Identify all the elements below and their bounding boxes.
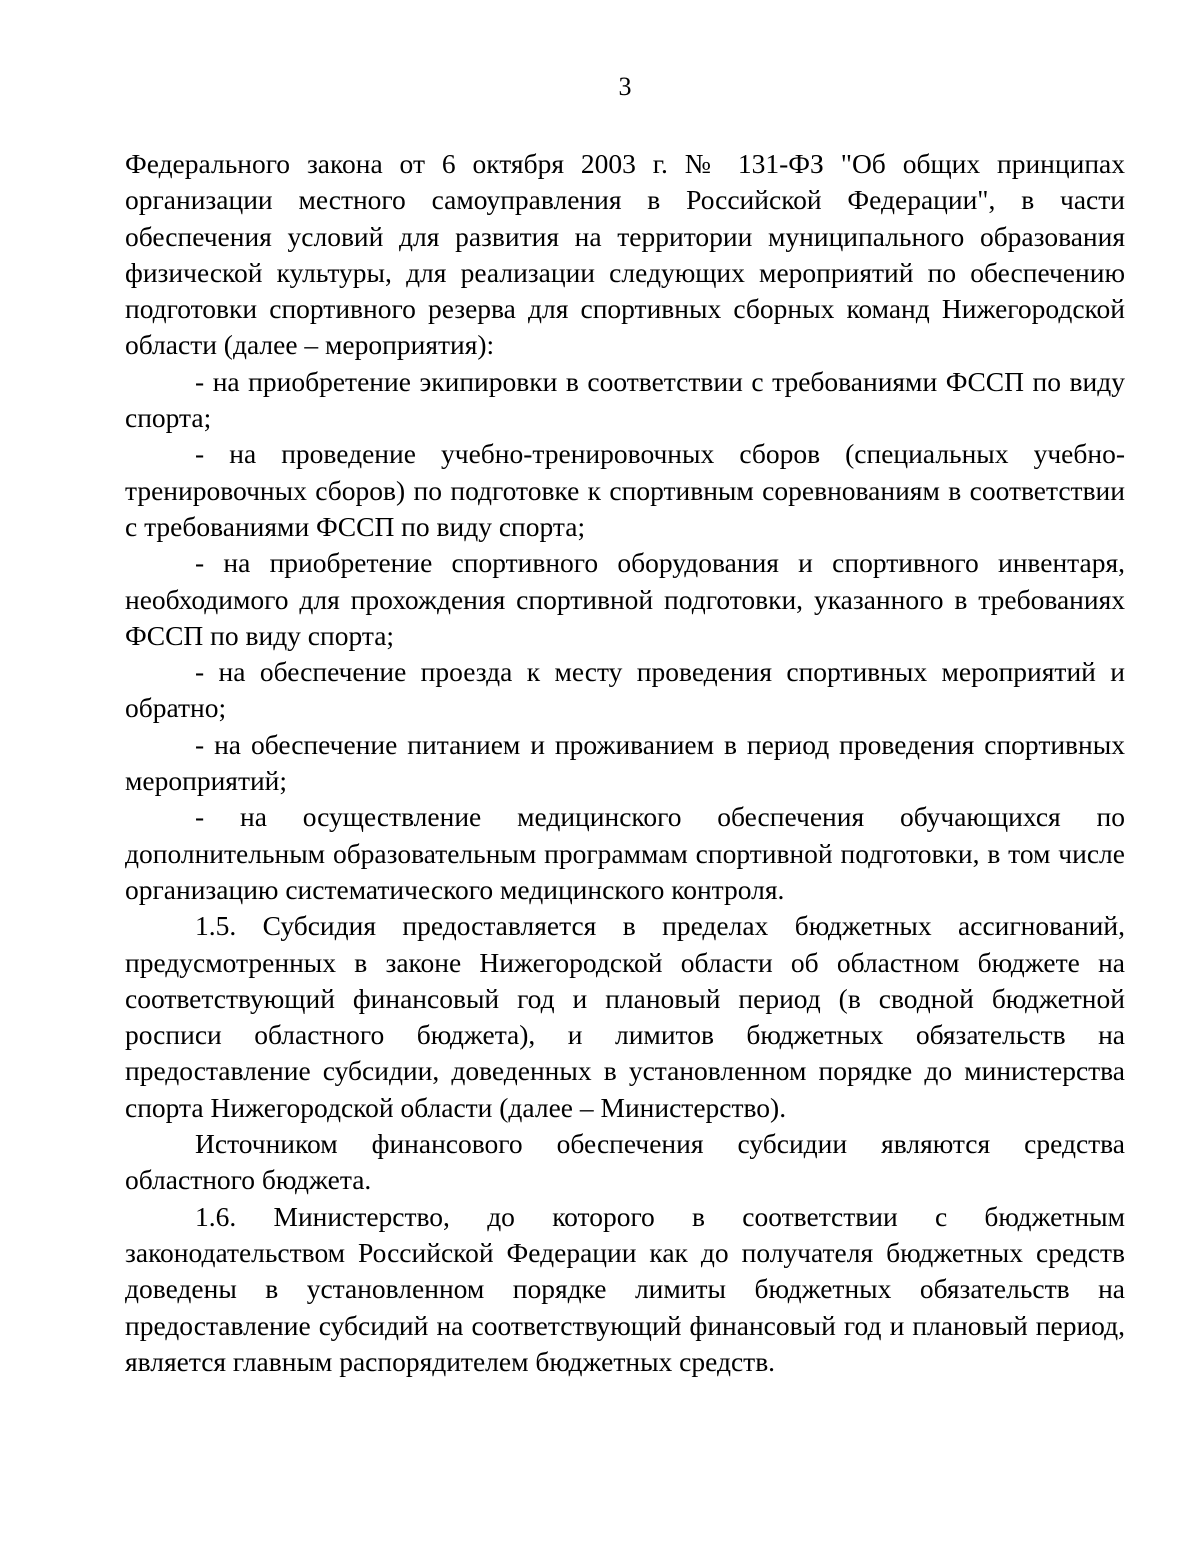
paragraph-intro-continuation: Федерального закона от 6 октября 2003 г. № 131-ФЗ "Об общих принципах организации местного самоуправления в Российской Федерации", в части обеспечения условий для развития на территории муниципального образования физической культуры, для реализации следующих мероприятий по обеспечению подготовки спортивного резерва для спортивных сборных команд Нижегородской области (далее – мероприятия): (125, 148, 1125, 361)
document-body (125, 146, 1125, 1380)
list-item-sports-equipment: - на приобретение спортивного оборудования и спортивного инвентаря, необходимого для прохождения спортивной подготовки, указанного в требованиях ФССП по виду спорта; (125, 547, 1125, 651)
list-item-equipment: - на приобретение экипировки в соответствии с требованиями ФССП по виду спорта; (125, 365, 1125, 434)
page-number: 3 (618, 72, 632, 101)
list-item-training-camps: - на проведение учебно-тренировочных сборов (специальных учебно-тренировочных сборов) по подготовке к спортивным соревнованиям в соответствии с требованиями ФССП по виду спорта; (125, 438, 1125, 542)
list-item-medical: - на осуществление медицинского обеспечения обучающихся по дополнительным образовательным программам спортивной подготовки, в том числе организацию систематического медицинского контроля. (125, 801, 1125, 905)
list-item-meals-accommodation: - на обеспечение питанием и проживанием в период проведения спортивных мероприятий; (125, 728, 1125, 797)
list-item-travel: - на обеспечение проезда к месту проведения спортивных мероприятий и обратно; (125, 656, 1125, 724)
paragraph-1-5: 1.5. Субсидия предоставляется в пределах бюджетных ассигнований, предусмотренных в законе Нижегородской области об областном бюджете на соответствующий финансовый год и плановый период (в сводной бюджетной росписи областного бюджета), и лимитов бюджетных обязательств на предоставление субсидии, доведенных в установленном порядке до министерства спорта Нижегородской области (далее – Министерство). (125, 910, 1125, 1123)
paragraph-funding-source: Источником финансового обеспечения субсидии являются средства областного бюджета. (125, 1128, 1125, 1196)
paragraph-1-6: 1.6. Министерство, до которого в соответствии с бюджетным законодательством Российской Федерации как до получателя бюджетных средств доведены в установленном порядке лимиты бюджетных обязательств на предоставление субсидий на соответствующий финансовый год и плановый период, является главным распорядителем бюджетных средств. (125, 1200, 1125, 1377)
